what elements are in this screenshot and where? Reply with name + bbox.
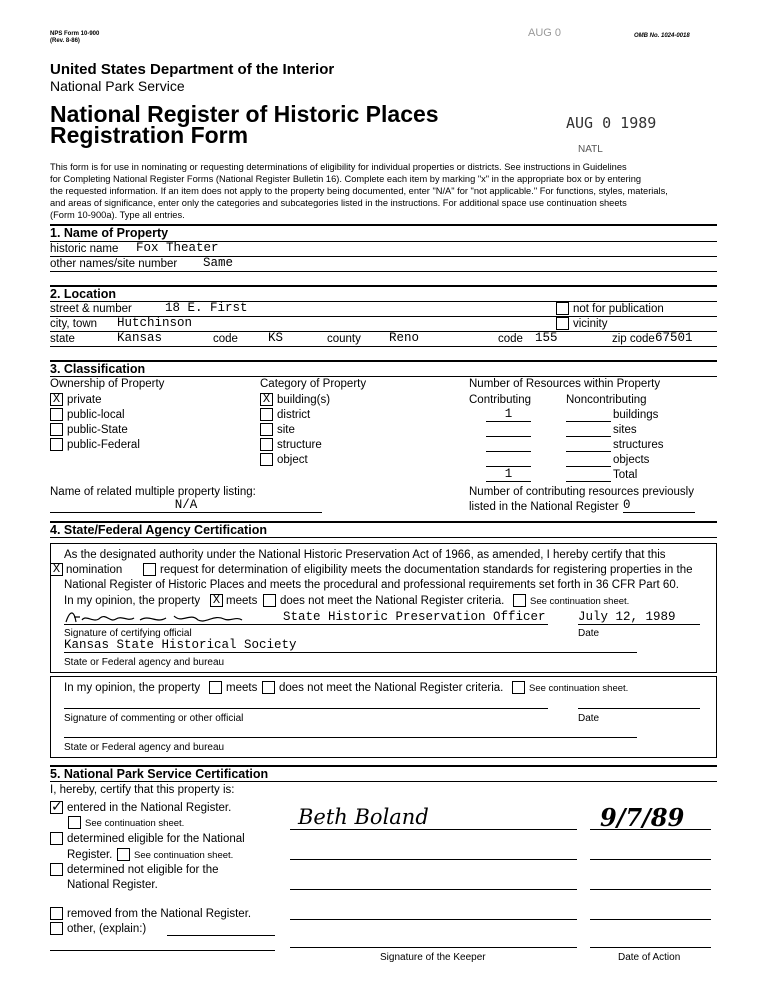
- previously-listed-label-2: listed in the National Register: [469, 501, 619, 513]
- objects-label: objects: [613, 454, 650, 466]
- form-title-line1: National Register of Historic Places: [50, 101, 439, 127]
- divider: [50, 346, 717, 347]
- state-label: state: [50, 333, 75, 345]
- street-label: street & number: [50, 303, 132, 315]
- county-code-value[interactable]: 155: [535, 331, 558, 345]
- comment-date-line: [578, 708, 700, 709]
- other-label: other, (explain:): [67, 923, 147, 935]
- other-explain-line-2: [50, 950, 275, 951]
- contributing-label: Contributing: [469, 394, 532, 406]
- multiple-listing-value[interactable]: N/A: [50, 499, 322, 513]
- certifying-signature-scribble: [64, 608, 264, 628]
- agency-line: [64, 652, 637, 653]
- received-stamp-natl: NATL: [578, 144, 603, 155]
- previously-listed-value[interactable]: 0: [623, 499, 695, 513]
- comment-not-meet-checkbox[interactable]: [262, 681, 275, 694]
- not-for-publication-checkbox[interactable]: [556, 302, 569, 315]
- keeper-signature: Beth Boland: [298, 805, 429, 829]
- ownership-public-state-checkbox[interactable]: [50, 423, 63, 436]
- category-label: Category of Property: [260, 378, 367, 390]
- comment-agency-line: [64, 737, 637, 738]
- other-names-label: other names/site number: [50, 258, 178, 270]
- nps-cert-intro: I, hereby, certify that this property is:: [50, 784, 235, 796]
- cert-line1: As the designated authority under the National Historic Preservation Act of 1966, as amended, I hereby certify that this: [64, 549, 666, 561]
- section2-heading: 2. Location: [50, 287, 116, 301]
- total-noncontributing[interactable]: [566, 468, 611, 482]
- not-meet-checkbox[interactable]: [263, 594, 276, 607]
- ownership-label: Ownership of Property: [50, 378, 165, 390]
- nomination-label: nomination: [66, 564, 123, 576]
- meets-label: meets: [226, 595, 258, 607]
- see-continuation-label: See continuation sheet.: [530, 596, 630, 607]
- certifier-title[interactable]: State Historic Preservation Officer: [283, 610, 546, 624]
- date-line: [578, 624, 700, 625]
- meets-checkbox[interactable]: X: [210, 594, 223, 607]
- ownership-public-federal-label: public-Federal: [67, 439, 140, 451]
- county-value[interactable]: Reno: [389, 331, 420, 345]
- comment-signature-line: [64, 708, 548, 709]
- buildings-label: buildings: [613, 409, 659, 421]
- comment-meets-checkbox[interactable]: [209, 681, 222, 694]
- keeper-sig-line-5: [290, 947, 577, 948]
- opinion-prefix: In my opinion, the property: [64, 595, 201, 607]
- comment-opinion-prefix: In my opinion, the property: [64, 682, 201, 694]
- other-checkbox[interactable]: [50, 922, 63, 935]
- section4-heading: 4. State/Federal Agency Certification: [50, 523, 267, 537]
- keeper-label: Signature of the Keeper: [380, 952, 486, 963]
- divider: [50, 781, 717, 782]
- action-date-line-2: [590, 859, 711, 860]
- state-value[interactable]: Kansas: [117, 331, 163, 345]
- form-revision: (Rev. 8-86): [50, 38, 80, 44]
- objects-contributing[interactable]: [486, 453, 531, 467]
- ownership-private-label: private: [67, 394, 102, 406]
- state-code-label: code: [213, 333, 238, 345]
- comment-signature-label: Signature of commenting or other official: [64, 713, 244, 724]
- eligible-continuation-label: See continuation sheet.: [134, 850, 234, 861]
- nomination-checkbox[interactable]: X: [50, 563, 63, 576]
- resources-label: Number of Resources within Property: [469, 378, 661, 390]
- entered-checkbox[interactable]: ✓: [51, 799, 63, 815]
- instructions-line: for Completing National Register Forms (National Register Bulletin 16). Complete each item by marking "x" in the appropriate box or by entering: [50, 174, 642, 184]
- state-code-value[interactable]: KS: [268, 331, 284, 345]
- not-eligible-checkbox[interactable]: [50, 863, 63, 876]
- divider: [50, 271, 717, 272]
- category-site-checkbox[interactable]: [260, 423, 273, 436]
- total-label: Total: [613, 469, 638, 481]
- objects-noncontributing[interactable]: [566, 453, 611, 467]
- request-checkbox[interactable]: [143, 563, 156, 576]
- section5-heading: 5. National Park Service Certification: [50, 767, 269, 781]
- certification-date[interactable]: July 12, 1989: [578, 610, 676, 624]
- comment-not-meet-label: does not meet the National Register criteria.: [279, 682, 504, 694]
- city-label: city, town: [50, 318, 98, 330]
- previously-listed-label-1: Number of contributing resources previously: [469, 486, 694, 498]
- noncontributing-label: Noncontributing: [566, 394, 647, 406]
- category-object-label: object: [277, 454, 308, 466]
- not-eligible-label-2: National Register.: [67, 879, 158, 891]
- instructions-line: This form is for use in nominating or requesting determinations of eligibility for individual properties or districts. See instructions in Guidelines: [50, 162, 627, 172]
- structures-noncontributing[interactable]: [566, 438, 611, 452]
- date-label: Date: [578, 628, 600, 639]
- omb-number: OMB No. 1024-0018: [634, 33, 690, 39]
- ownership-public-local-label: public-local: [67, 409, 125, 421]
- comment-see-continuation-checkbox[interactable]: [512, 681, 525, 694]
- request-text: request for determination of eligibility meets the documentation standards for registering properties in the: [160, 564, 693, 576]
- category-site-label: site: [277, 424, 295, 436]
- signature-line: [64, 624, 548, 625]
- keeper-sig-line-3: [290, 889, 577, 890]
- form-title-line2: Registration Form: [50, 122, 249, 148]
- not-eligible-label: determined not eligible for the: [67, 864, 219, 876]
- ownership-public-local-checkbox[interactable]: [50, 408, 63, 421]
- vicinity-checkbox[interactable]: [556, 317, 569, 330]
- entered-continuation-label: See continuation sheet.: [85, 818, 185, 829]
- category-district-checkbox[interactable]: [260, 408, 273, 421]
- ownership-public-state-label: public-State: [67, 424, 128, 436]
- ownership-private-checkbox[interactable]: X: [50, 393, 63, 406]
- instructions-line: (Form 10-900a). Type all entries.: [50, 210, 185, 220]
- sites-label: sites: [613, 424, 637, 436]
- keeper-sig-line-4: [290, 919, 577, 920]
- signature-label: Signature of certifying official: [64, 628, 192, 639]
- structures-contributing[interactable]: [486, 438, 531, 452]
- zip-value[interactable]: 67501: [655, 331, 693, 345]
- determined-eligible-register-label: Register.: [67, 849, 113, 861]
- zip-label: zip code: [612, 333, 655, 345]
- service-name: National Park Service: [50, 78, 185, 94]
- action-date-line-3: [590, 889, 711, 890]
- action-date-line-5: [590, 947, 711, 948]
- buildings-contributing[interactable]: 1: [486, 408, 531, 422]
- department-name: United States Department of the Interior: [50, 61, 335, 78]
- instructions: [50, 161, 668, 221]
- divider: [50, 376, 717, 377]
- see-continuation-checkbox[interactable]: [513, 594, 526, 607]
- comment-see-continuation-label: See continuation sheet.: [529, 683, 629, 694]
- sites-contributing[interactable]: [486, 423, 531, 437]
- action-date-line-1: [590, 829, 711, 830]
- removed-label: removed from the National Register.: [67, 908, 252, 920]
- keeper-sig-line-2: [290, 859, 577, 860]
- street-value[interactable]: 18 E. First: [165, 301, 248, 315]
- determined-eligible-checkbox[interactable]: [50, 832, 63, 845]
- section2-rule: [50, 285, 717, 287]
- action-date-label: Date of Action: [618, 952, 681, 963]
- divider: [50, 301, 717, 302]
- vicinity-label: vicinity: [573, 318, 608, 330]
- section3-heading: 3. Classification: [50, 362, 146, 376]
- historic-name-label: historic name: [50, 243, 119, 255]
- instructions-line: the requested information. If an item does not apply to the property being documented, enter "N/A" for "not applicable." For functions, styles, materials,: [50, 186, 668, 196]
- city-value[interactable]: Hutchinson: [117, 316, 193, 330]
- agency-label: State or Federal agency and bureau: [64, 657, 225, 668]
- received-stamp-top: AUG 0: [528, 27, 562, 39]
- category-building-label: building(s): [277, 394, 331, 406]
- received-stamp-date: AUG 0 1989: [566, 114, 657, 132]
- section1-heading: 1. Name of Property: [50, 226, 169, 240]
- keeper-sig-line-1: [290, 829, 577, 830]
- multiple-listing-label: Name of related multiple property listing:: [50, 486, 256, 498]
- category-building-checkbox[interactable]: X: [260, 393, 273, 406]
- action-date: 9/7/89: [600, 803, 685, 832]
- other-explain-line: [167, 935, 275, 936]
- determined-eligible-label: determined eligible for the National: [67, 833, 245, 845]
- entered-continuation-checkbox[interactable]: [68, 816, 81, 829]
- structures-label: structures: [613, 439, 664, 451]
- ownership-public-federal-checkbox[interactable]: [50, 438, 63, 451]
- removed-checkbox[interactable]: [50, 907, 63, 920]
- county-code-label: code: [498, 333, 523, 345]
- category-structure-checkbox[interactable]: [260, 438, 273, 451]
- divider: [50, 537, 717, 538]
- category-district-label: district: [277, 409, 311, 421]
- not-for-publication-label: not for publication: [573, 303, 664, 315]
- other-names-value[interactable]: Same: [203, 256, 234, 270]
- comment-meets-label: meets: [226, 682, 258, 694]
- comment-date-label: Date: [578, 713, 600, 724]
- total-contributing[interactable]: 1: [486, 468, 531, 482]
- historic-name-value[interactable]: Fox Theater: [136, 241, 219, 255]
- certifying-agency[interactable]: Kansas State Historical Society: [64, 638, 297, 652]
- not-meet-label: does not meet the National Register criteria.: [280, 595, 505, 607]
- comment-agency-label: State or Federal agency and bureau: [64, 742, 225, 753]
- form-number: NPS Form 10-900: [50, 31, 100, 37]
- county-label: county: [327, 333, 361, 345]
- action-date-line-4: [590, 919, 711, 920]
- section3-rule: [50, 360, 717, 362]
- sites-noncontributing[interactable]: [566, 423, 611, 437]
- cert-line3: National Register of Historic Places and meets the procedural and professional requirements set forth in 36 CFR Part 60.: [64, 579, 679, 591]
- eligible-continuation-checkbox[interactable]: [117, 848, 130, 861]
- category-structure-label: structure: [277, 439, 322, 451]
- instructions-line: and areas of significance, enter only the categories and subcategories listed in the instructions. For additional space use continuation sheets: [50, 198, 627, 208]
- divider: [50, 256, 717, 257]
- buildings-noncontributing[interactable]: [566, 408, 611, 422]
- category-object-checkbox[interactable]: [260, 453, 273, 466]
- entered-label: entered in the National Register.: [67, 802, 232, 814]
